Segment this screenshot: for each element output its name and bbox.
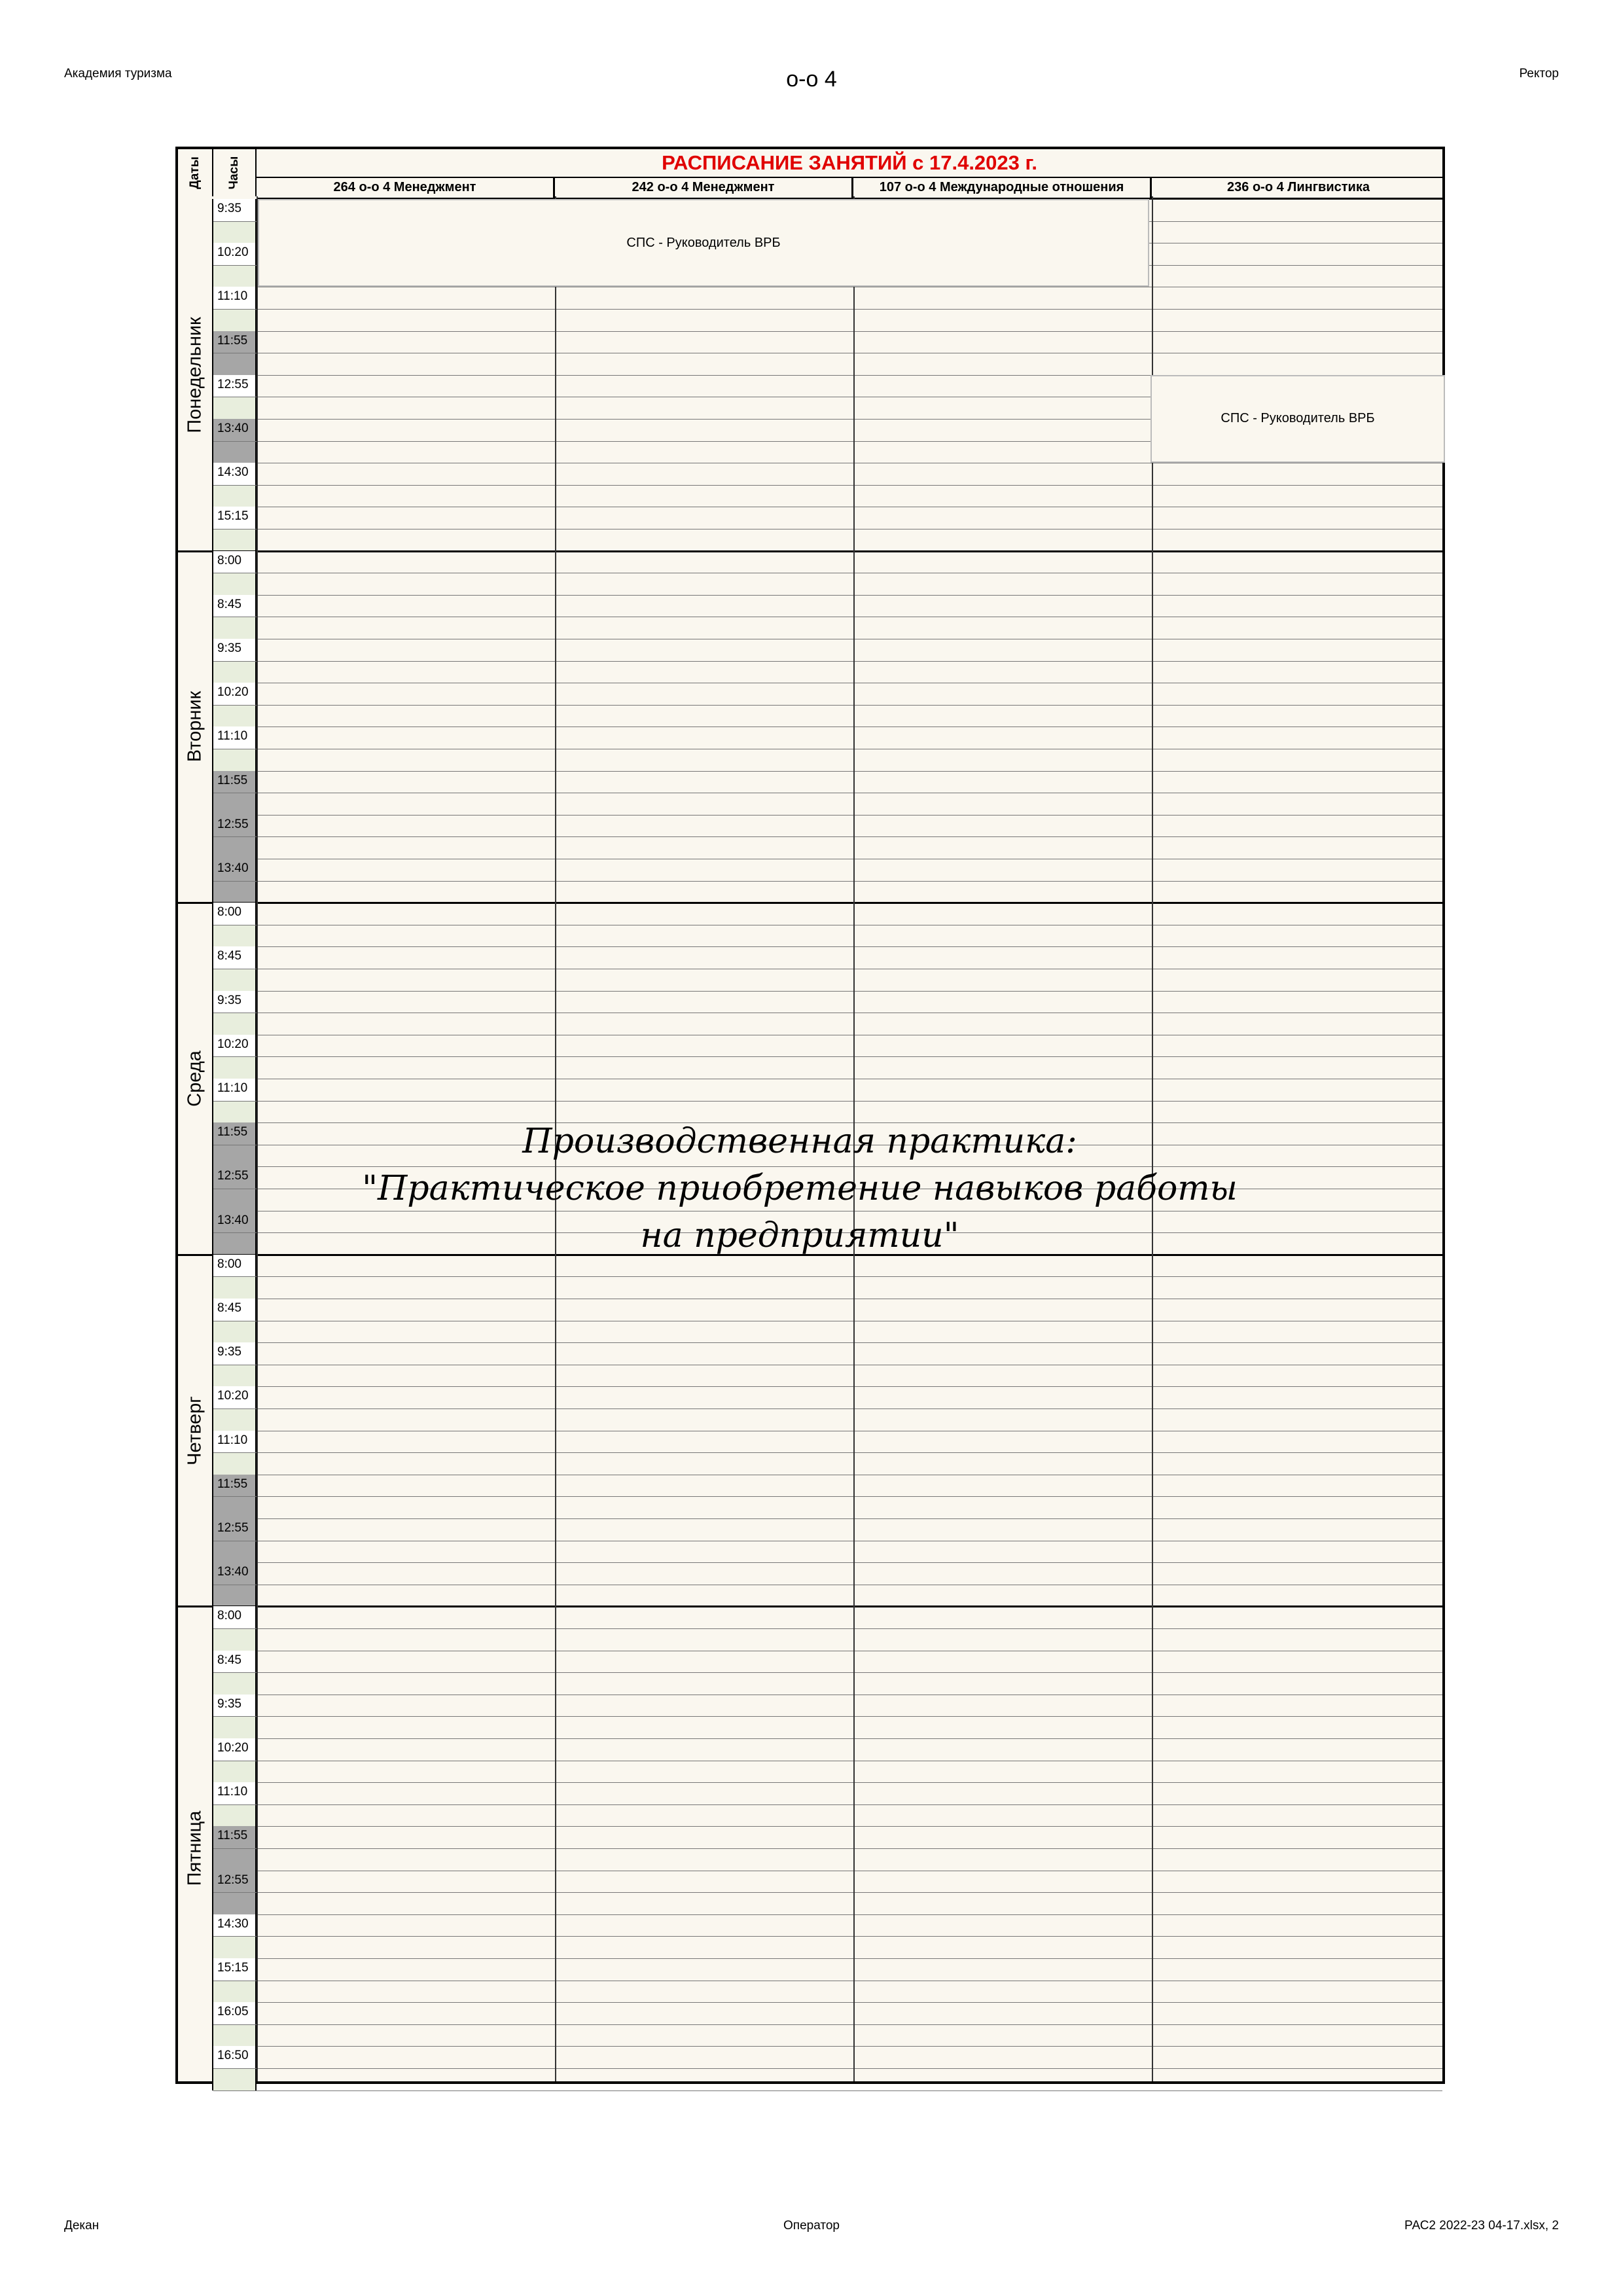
time-label: 13:40: [213, 1211, 257, 1233]
time-label: 8:45: [213, 1299, 257, 1321]
time-subrow: [213, 353, 257, 375]
time-label: 10:20: [213, 1386, 257, 1408]
time-label: 12:55: [213, 1871, 257, 1893]
time-label: 10:20: [213, 243, 257, 265]
time-label: 14:30: [213, 463, 257, 485]
time-subrow: [213, 397, 257, 419]
column-header-236: 236 о-о 4 Лингвистика: [1227, 180, 1370, 194]
time-subrow: [213, 1496, 257, 1518]
time-label: 13:40: [213, 859, 257, 881]
row-divider: [213, 485, 1442, 486]
row-divider: [213, 1101, 1442, 1102]
row-divider: [213, 1892, 1442, 1893]
time-label: 10:20: [213, 683, 257, 705]
time-label: 10:20: [213, 1035, 257, 1057]
column-divider: [257, 196, 258, 2081]
day-label: Вторник: [178, 551, 213, 903]
time-subrow: [213, 2068, 257, 2090]
row-divider: [213, 2090, 1442, 2091]
time-label: 13:40: [213, 419, 257, 441]
row-divider: [213, 881, 1442, 882]
time-subrow: [213, 265, 257, 287]
time-label: 9:35: [213, 1695, 257, 1717]
row-divider: [213, 705, 1442, 706]
time-subrow: [213, 705, 257, 727]
time-subrow: [213, 441, 257, 463]
row-divider: [213, 1408, 1442, 1409]
time-subrow: [213, 485, 257, 507]
time-label: 11:10: [213, 726, 257, 749]
header-group: о-о 4: [786, 67, 837, 92]
footer-file: РАС2 2022-23 04-17.xlsx, 2: [1404, 2219, 1559, 2233]
row-divider: [213, 815, 1442, 816]
time-subrow: [213, 1452, 257, 1475]
schedule-table: [175, 147, 1445, 2084]
time-label: 13:40: [213, 1562, 257, 1585]
time-subrow: [213, 529, 257, 551]
time-subrow: [213, 1848, 257, 1871]
time-label: 14:30: [213, 1914, 257, 1937]
row-divider: [213, 836, 1442, 837]
time-subrow: [213, 836, 257, 859]
time-label: 16:50: [213, 2046, 257, 2068]
time-label: 11:55: [213, 1475, 257, 1497]
time-subrow: [213, 1672, 257, 1695]
time-subrow: [213, 1716, 257, 1738]
day-label: Понедельник: [178, 199, 213, 551]
time-subrow: [213, 573, 257, 595]
row-divider: [213, 1716, 1442, 1717]
time-label: 15:15: [213, 507, 257, 529]
event-sps-monday-afternoon[interactable]: СПС - Руководитель ВРБ: [1150, 375, 1445, 463]
time-label: 12:55: [213, 1166, 257, 1189]
time-label: 10:20: [213, 1738, 257, 1761]
row-divider: [213, 1562, 1442, 1563]
time-label: 8:45: [213, 595, 257, 617]
row-divider: [213, 1386, 1442, 1387]
time-subrow: [213, 1276, 257, 1299]
event-sps-monday-morning[interactable]: СПС - Руководитель ВРБ: [258, 199, 1149, 287]
time-subrow: [213, 1628, 257, 1651]
time-subrow: [213, 661, 257, 683]
row-divider: [213, 726, 1442, 727]
practice-line-1: Производственная практика:: [522, 1122, 1077, 1161]
time-label: 12:55: [213, 375, 257, 397]
column-headers: [257, 177, 1442, 200]
day-label: Пятница: [178, 1606, 213, 2090]
time-subrow: [213, 1321, 257, 1343]
practice-notice: [270, 1118, 1330, 1259]
time-label: 16:05: [213, 2002, 257, 2024]
time-label: 11:10: [213, 287, 257, 309]
column-header-264: 264 о-о 4 Менеджмент: [257, 178, 555, 198]
footer-operator: Оператор: [783, 2219, 840, 2233]
row-divider: [213, 1958, 1442, 1959]
row-divider: [213, 331, 1442, 332]
row-divider: [213, 1672, 1442, 1673]
dates-header: Даты: [178, 149, 213, 196]
time-subrow: [213, 969, 257, 991]
practice-line-2: "Практическое приобретение навыков работы: [362, 1169, 1238, 1208]
time-subrow: [213, 1585, 257, 1607]
time-subrow: [213, 1013, 257, 1035]
day-divider: [178, 902, 1442, 904]
time-subrow: [213, 1981, 257, 2003]
time-subrow: [213, 1761, 257, 1783]
day-label: Среда: [178, 903, 213, 1255]
row-divider: [213, 1276, 1442, 1277]
time-label: 9:35: [213, 1342, 257, 1365]
time-label: 11:55: [213, 1122, 257, 1145]
day-divider: [178, 550, 1442, 552]
row-divider: [213, 2068, 1442, 2069]
time-subrow: [213, 1101, 257, 1123]
time-label: 8:00: [213, 551, 257, 573]
time-label: 9:35: [213, 991, 257, 1013]
time-label: 15:15: [213, 1958, 257, 1981]
time-subrow: [213, 925, 257, 947]
footer-dean: Декан: [64, 2219, 99, 2233]
row-divider: [213, 2046, 1442, 2047]
row-divider: [213, 1936, 1442, 1937]
time-subrow: [213, 1408, 257, 1431]
time-subrow: [213, 309, 257, 331]
time-label: 12:55: [213, 815, 257, 837]
time-label: 8:00: [213, 1606, 257, 1628]
time-subrow: [213, 1145, 257, 1167]
day-label: Четверг: [178, 1255, 213, 1607]
header-institution: Академия туризма: [64, 67, 172, 81]
row-divider: [213, 309, 1442, 310]
column-header-242: 242 о-о 4 Менеджмент: [555, 178, 853, 198]
time-subrow: [213, 1365, 257, 1387]
time-subrow: [213, 1541, 257, 1563]
time-label: 9:35: [213, 199, 257, 221]
time-label: 11:10: [213, 1782, 257, 1804]
row-divider: [213, 1782, 1442, 1783]
time-subrow: [213, 881, 257, 903]
header-rector: Ректор: [1519, 67, 1559, 81]
row-divider: [213, 1848, 1442, 1849]
time-label: 11:10: [213, 1079, 257, 1101]
time-label: 8:00: [213, 1255, 257, 1277]
time-subrow: [213, 1892, 257, 1914]
time-label: 11:55: [213, 771, 257, 793]
row-divider: [213, 595, 1442, 596]
row-divider: [213, 1342, 1442, 1343]
time-label: 11:55: [213, 331, 257, 353]
row-divider: [213, 1826, 1442, 1827]
row-divider: [213, 661, 1442, 662]
schedule-title: РАСПИСАНИЕ ЗАНЯТИЙ с 17.4.2023 г.: [662, 151, 1037, 174]
column-header-107: 107 о-о 4 Международные отношения: [853, 178, 1152, 198]
time-subrow: [213, 793, 257, 815]
row-divider: [213, 1628, 1442, 1629]
row-divider: [213, 1804, 1442, 1805]
time-label: 11:10: [213, 1431, 257, 1453]
time-subrow: [213, 617, 257, 639]
time-label: 8:45: [213, 946, 257, 969]
row-divider: [213, 2024, 1442, 2025]
row-divider: [213, 946, 1442, 947]
row-divider: [213, 1056, 1442, 1057]
time-subrow: [213, 1936, 257, 1958]
time-label: 9:35: [213, 639, 257, 661]
time-subrow: [213, 1232, 257, 1255]
row-divider: [213, 991, 1442, 992]
row-divider: [213, 1914, 1442, 1915]
practice-line-3: на предприятии": [640, 1216, 959, 1255]
row-divider: [213, 1518, 1442, 1519]
time-subrow: [213, 221, 257, 243]
time-label: 12:55: [213, 1518, 257, 1541]
time-subrow: [213, 2024, 257, 2047]
time-label: 8:45: [213, 1651, 257, 1673]
time-subrow: [213, 749, 257, 771]
time-subrow: [213, 1189, 257, 1211]
time-label: 8:00: [213, 903, 257, 925]
row-divider: [213, 1738, 1442, 1739]
hours-header: Часы: [213, 149, 257, 196]
time-subrow: [213, 1056, 257, 1079]
day-divider: [178, 1605, 1442, 1607]
row-divider: [213, 1496, 1442, 1497]
time-subrow: [213, 1804, 257, 1827]
row-divider: [213, 771, 1442, 772]
time-label: 11:55: [213, 1826, 257, 1848]
row-divider: [213, 2002, 1442, 2003]
row-divider: [213, 1452, 1442, 1453]
